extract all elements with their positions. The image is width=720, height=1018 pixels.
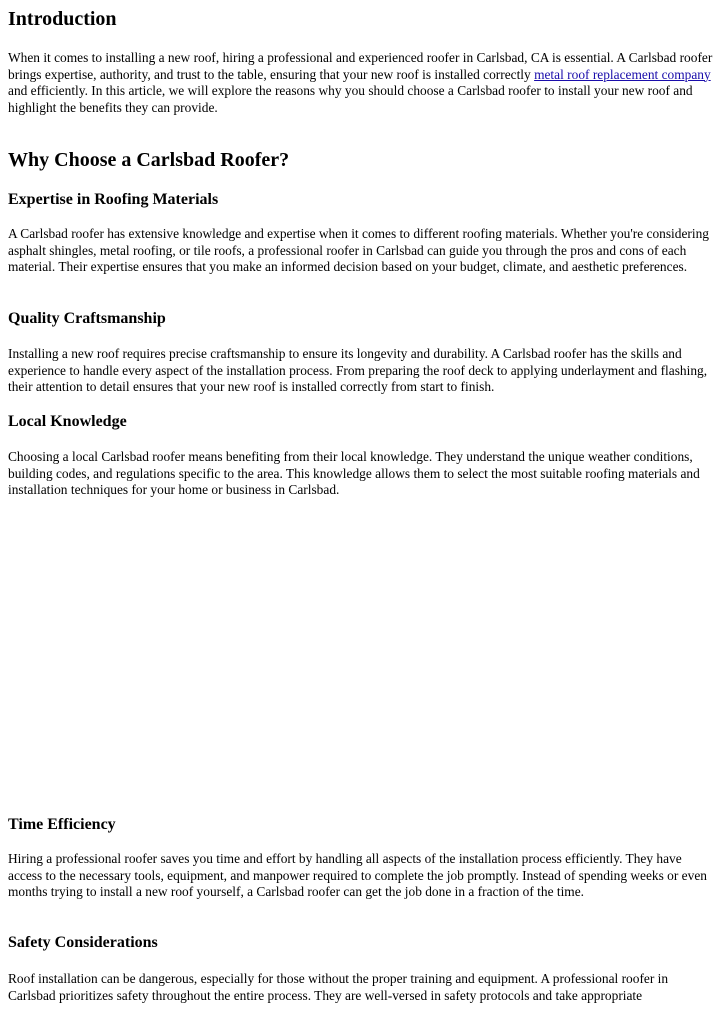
intro-heading: Introduction <box>8 8 117 30</box>
quality-paragraph: Installing a new roof requires precise craftsmanship to ensure its longevity and durability. A Carlsbad roofer has the skills and experience to handle every aspect of the installation process. From preparing the roof deck to applying underlayment and flashing, their attention to detail ensures that your new roof is installed correctly from start to finish. <box>8 346 708 395</box>
time-paragraph: Hiring a professional roofer saves you time and effort by handling all aspects of the installation process efficiently. They have access to the necessary tools, equipment, and manpower required to complete the job promptly. Instead of spending weeks or even months trying to install a new roof yourself, a Carlsbad roofer can get the job done in a fraction of the time. <box>8 851 707 900</box>
why-heading: Why Choose a Carlsbad Roofer? <box>8 149 290 171</box>
intro-text-after-link: and efficiently. In this article, we will explore the reasons why you should choose a Carlsbad roofer to install your new roof and highlight the benefits they can provide. <box>8 83 693 115</box>
local-heading: Local Knowledge <box>8 413 127 430</box>
blank-area <box>8 505 714 805</box>
intro-paragraph <box>8 50 714 116</box>
expertise-paragraph: A Carlsbad roofer has extensive knowledge and expertise when it comes to different roofing materials. Whether you're considering asphalt shingles, metal roofing, or tile roofs, a professional roofer in Carlsbad can guide you through the pros and cons of each material. Their expertise ensures that you make an informed decision based on your budget, climate, and aesthetic preferences. <box>8 226 709 275</box>
time-heading: Time Efficiency <box>8 816 116 833</box>
intro-text-before-link: When it comes to installing a new roof, hiring a professional and experienced roofer in Carlsbad, CA is essential. A Carlsbad roofer brings expertise, authority, and trust to the table, ensuring that your new roof is installed correctly <box>8 50 713 82</box>
metal-roof-link[interactable]: metal roof replacement company <box>534 66 711 82</box>
quality-heading: Quality Craftsmanship <box>8 310 166 327</box>
safety-heading: Safety Considerations <box>8 934 158 951</box>
expertise-heading: Expertise in Roofing Materials <box>8 191 219 208</box>
local-paragraph: Choosing a local Carlsbad roofer means benefiting from their local knowledge. They understand the unique weather conditions, building codes, and regulations specific to the area. This knowledge allows them to select the most suitable roofing materials and installation techniques for your home or business in Carlsbad. <box>8 449 700 498</box>
safety-paragraph: Roof installation can be dangerous, especially for those without the proper training and equipment. A professional roofer in Carlsbad prioritizes safety throughout the entire process. They are well-versed in safety protocols and take appropriate <box>8 971 669 1003</box>
